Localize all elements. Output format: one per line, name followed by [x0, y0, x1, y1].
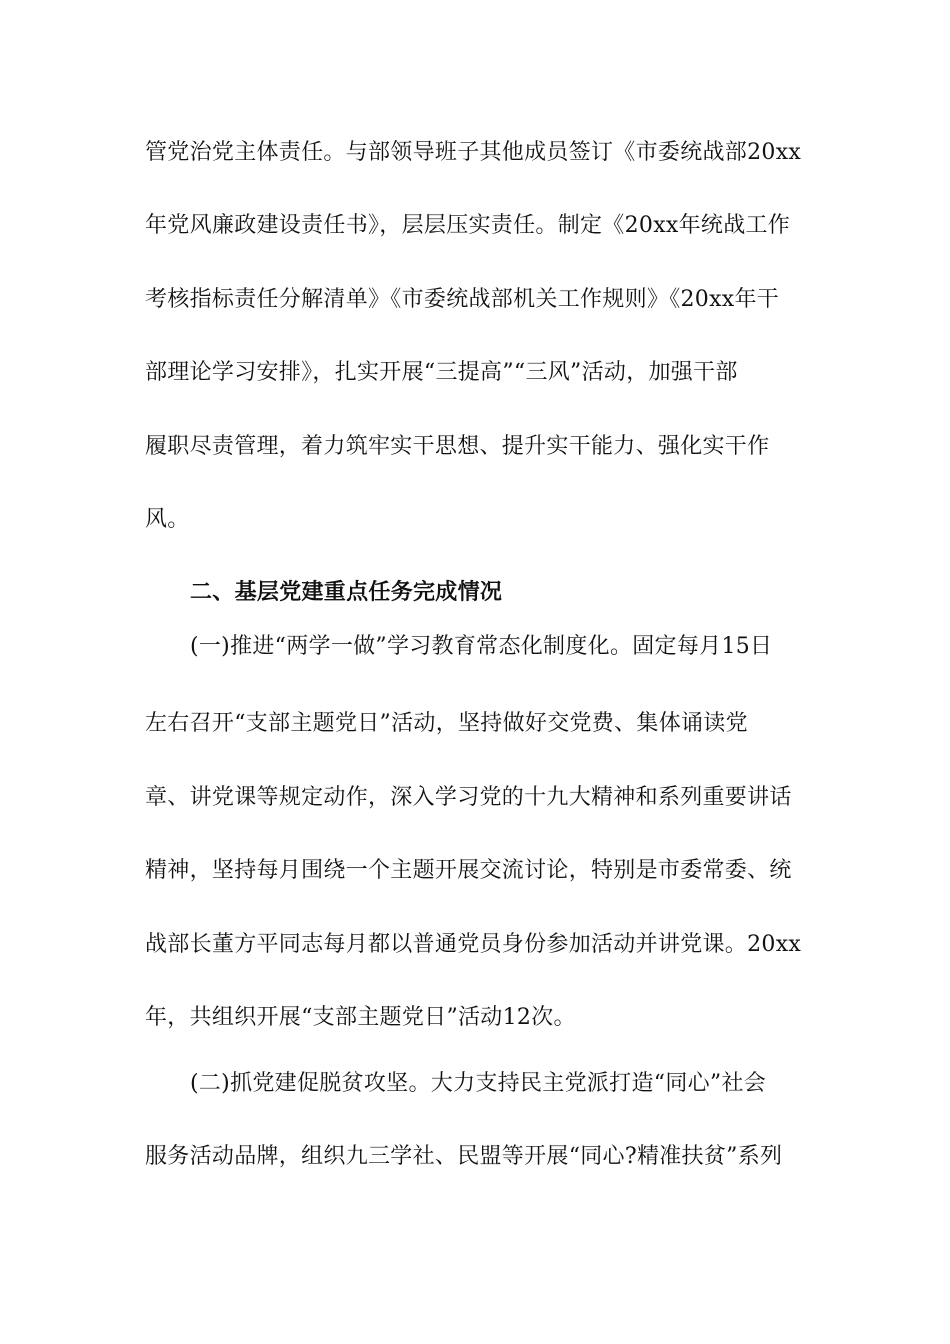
paragraph-line: (二)抓党建促脱贫攻坚。大力支持民主党派打造“同心”社会	[190, 1071, 767, 1096]
paragraph-line: 年，共组织开展“支部主题党日”活动12次。	[145, 1005, 576, 1030]
paragraph-line: 左右召开“支部主题党日”活动，坚持做好交党费、集体诵读党	[145, 711, 748, 736]
paragraph-line: 考核指标责任分解清单》《市委统战部机关工作规则》《20xx年干	[145, 287, 780, 312]
paragraph-line: 年党风廉政建设责任书》，层层压实责任。制定《20xx年统战工作	[145, 213, 791, 238]
paragraph-line: 精神，坚持每月围绕一个主题开展交流讨论，特别是市委常委、统	[145, 858, 792, 883]
section-heading: 二、基层党建重点任务完成情况	[190, 580, 503, 605]
paragraph-line: 管党治党主体责任。与部领导班子其他成员签订《市委统战部20xx	[145, 140, 802, 165]
paragraph-line: (一)推进“两学一做”学习教育常态化制度化。固定每月15日	[190, 634, 773, 659]
paragraph-line: 章、讲党课等规定动作，深入学习党的十九大精神和系列重要讲话	[145, 785, 792, 810]
paragraph-line: 服务活动品牌，组织九三学社、民盟等开展“同心?精准扶贫”系列	[145, 1144, 783, 1169]
paragraph-line: 风。	[145, 507, 190, 532]
paragraph-line: 履职尽责管理，着力筑牢实干思想、提升实干能力、强化实干作	[145, 434, 770, 459]
paragraph-line: 部理论学习安排》，扎实开展“三提高”“三风”活动，加强干部	[145, 360, 738, 385]
paragraph-line: 战部长董方平同志每月都以普通党员身份参加活动并讲党课。20xx	[145, 932, 802, 957]
